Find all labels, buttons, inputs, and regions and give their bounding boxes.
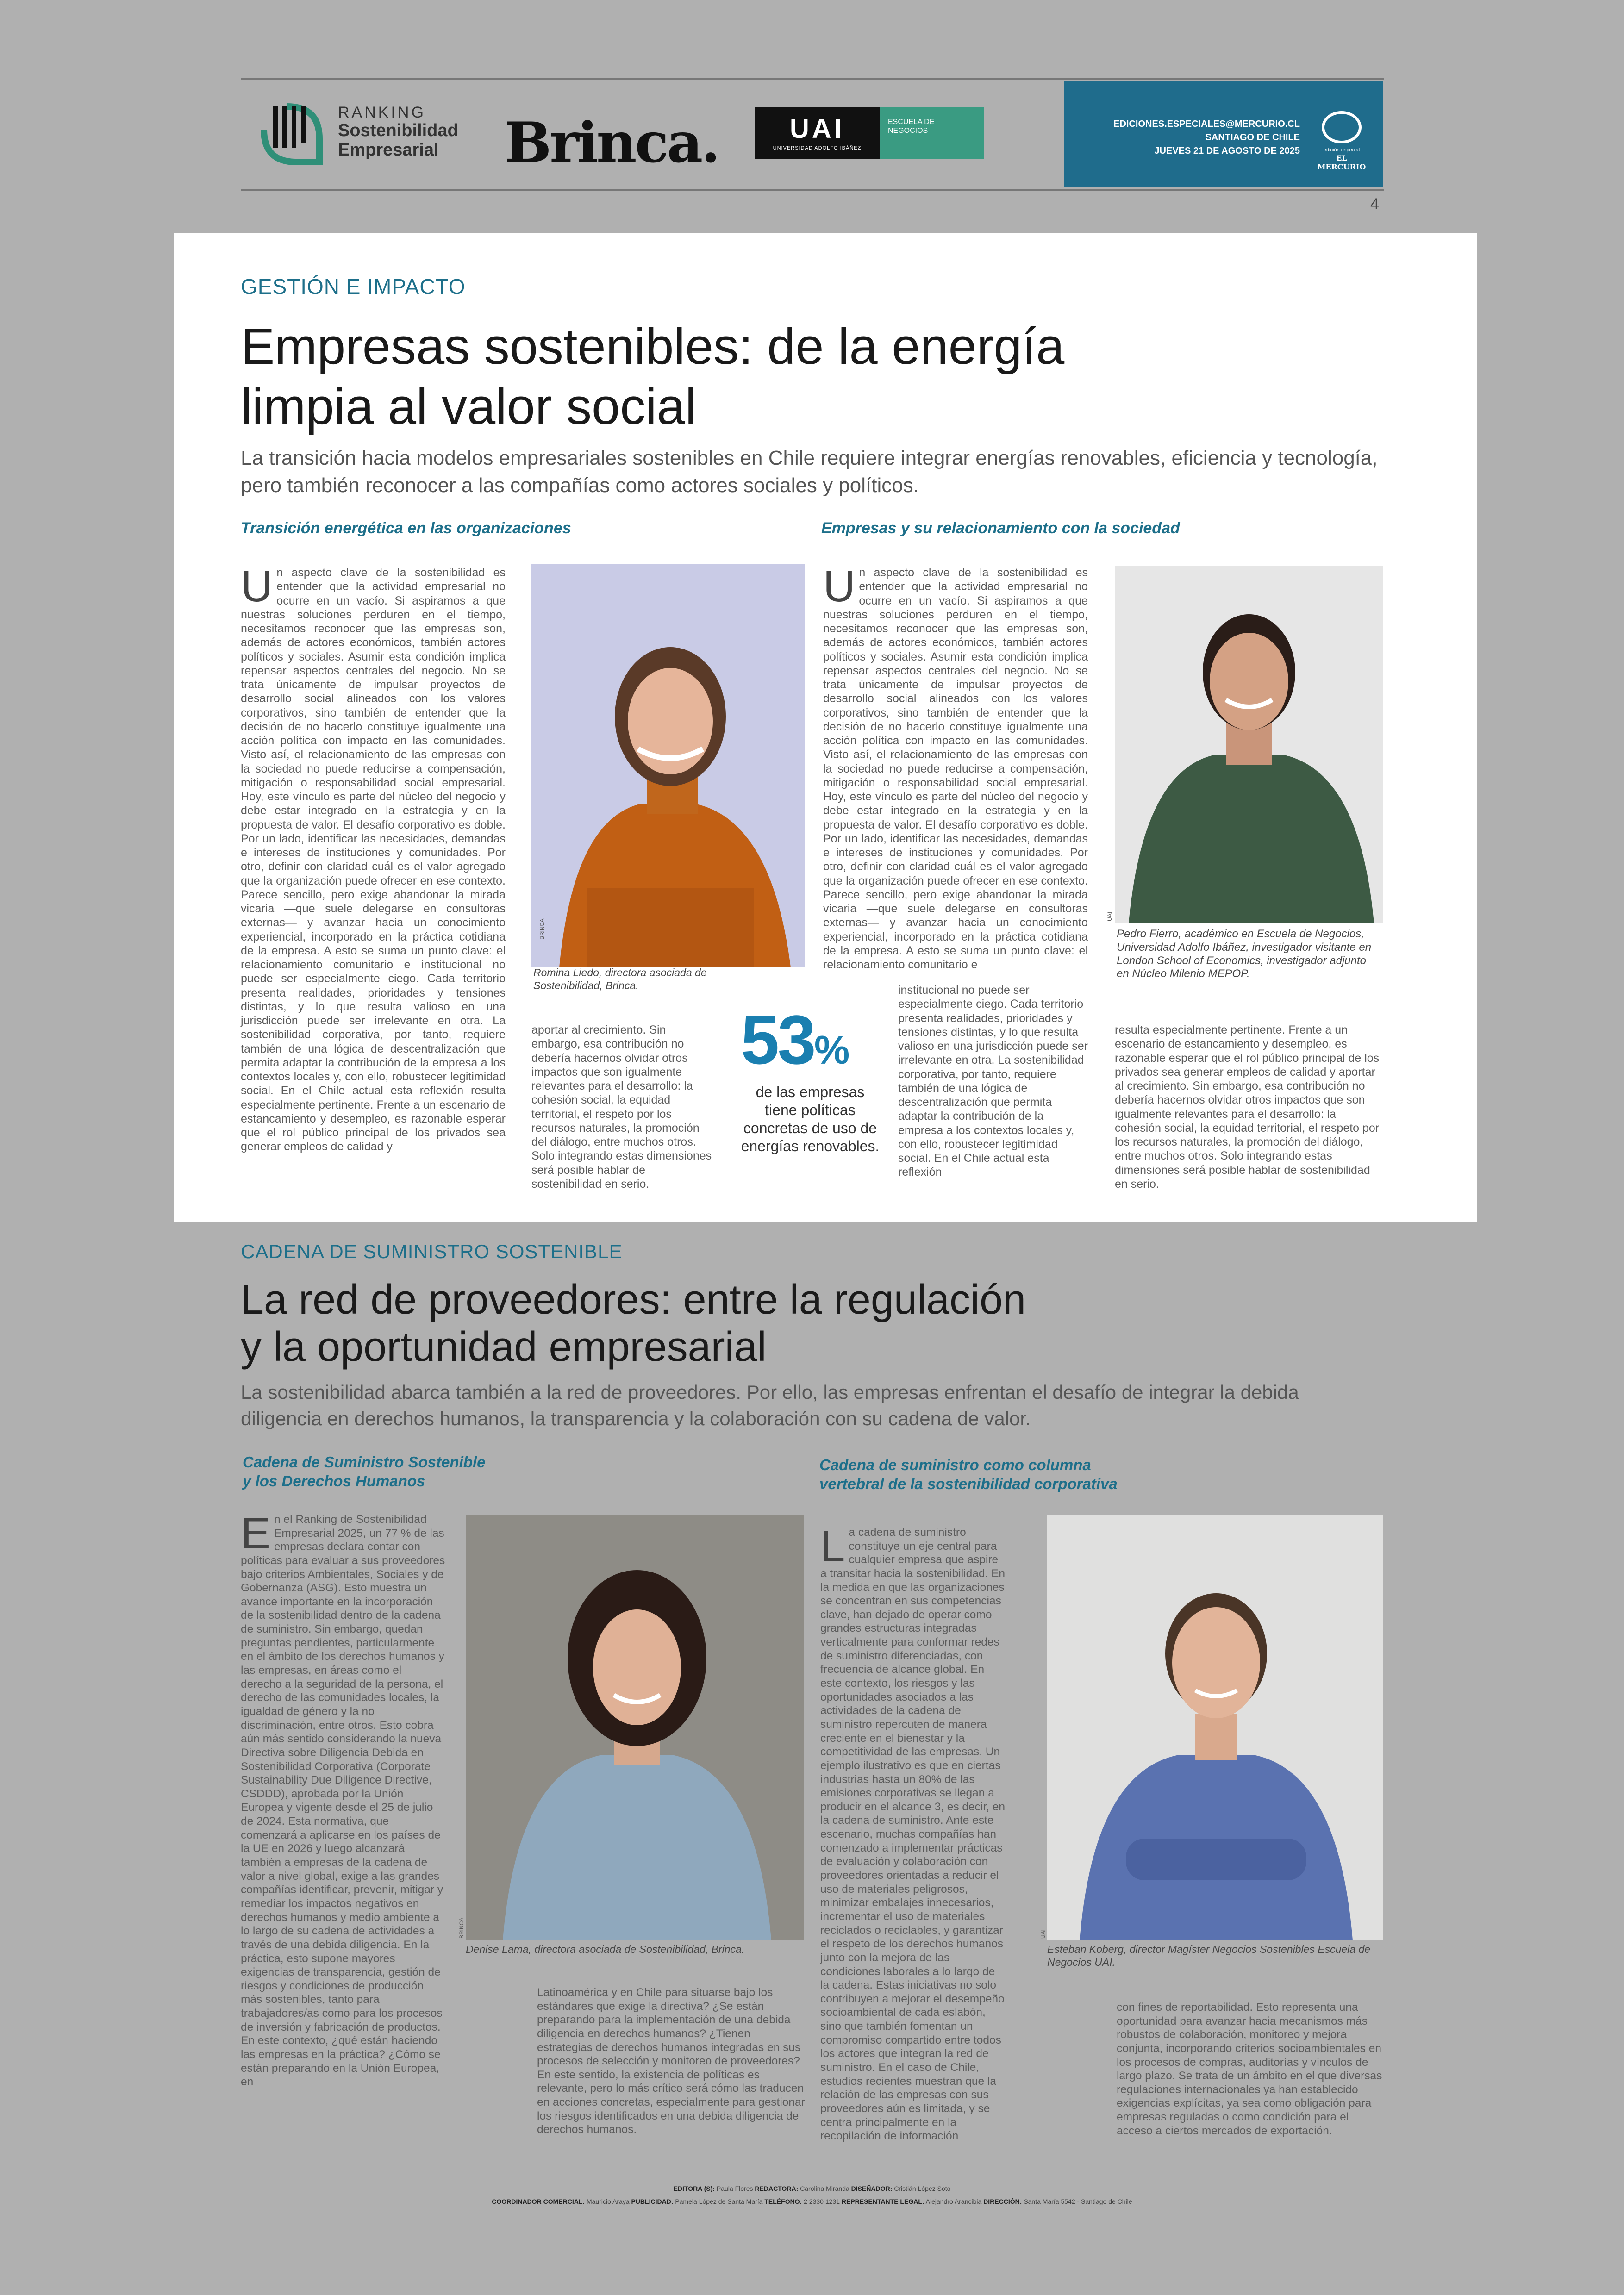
dropcap: U xyxy=(823,561,856,611)
publisher-logo xyxy=(1314,111,1369,171)
article1-title-l2: limpia al valor social xyxy=(241,378,697,435)
footer-value: Mauricio Araya xyxy=(586,2198,630,2205)
footer-value: Carolina Miranda xyxy=(800,2185,849,2192)
article2-title xyxy=(241,1277,1352,1371)
caption-romina: Romina Liedo, directora asociada de Sostenibilidad, Brinca. xyxy=(533,967,707,992)
footer-label: TELÉFONO: xyxy=(764,2198,802,2205)
article1-left-col1 xyxy=(241,561,506,1154)
article2-right-subhead-l2: vertebral de la sostenibilidad corporativa xyxy=(819,1475,1118,1493)
publisher-logo-small: edición especial xyxy=(1323,147,1360,153)
article2-dek: La sostenibilidad abarca también a la red de proveedores. Por ello, las empresas enfrentan el desafío de integrar la debida diligencia en derechos humanos, la transparencia y la colaboración con su cadena de valor. xyxy=(241,1381,1299,1429)
header-top-rule xyxy=(241,78,1384,80)
stat-unit: % xyxy=(814,1028,848,1073)
article1-right-col1 xyxy=(823,561,1088,972)
article2-right-col1-text: a cadena de suministro constituye un eje central para cualquier empresa que aspire a transitar hacia la sostenibilidad. En la medida en que las organizaciones se concentran en sus competencias clave, han dejado de operar como grandes estructuras integradas verticalmente para conformar redes de suministro diferenciadas, con frecuencia de alcance global. En este contexto, los riesgos y las oportunidades asociados a las actividades de la cadena de suministro repercuten de manera creciente en el bienestar y la competitividad de las empresas. Un ejemplo ilustrativo es que en ciertas industrias hasta un 80% de las emisiones corporativas se llegan a producir en el alcance 3, es decir, en la cadena de suministro. Ante este escenario, muchas compañías han comenzado a implementar prácticas de evaluación y colaboración con proveedores orientadas a reducir el uso de materiales peligrosos, minimizar embalajes innecesarios, incrementar el uso de materiales reciclados o reciclables, y garantizar el respeto de los derechos humanos junto con la mejora de las condiciones laborales a lo largo de la cadena. Estas iniciativas no solo contribuyen a mejorar el desempeño socioambiental de cada eslabón, sino que también fomentan un compromiso compartido entre todos los actores que integran la red de suministro. En el caso de Chile, estudios recientes muestran que la relación de las empresas con sus proveedores aún es limitada, y se centra principalmente en la recopilación de información xyxy=(820,1526,1006,2143)
article1-dek: La transición hacia modelos empresariales sostenibles en Chile requiere integrar energías renovables, eficiencia y tecnología, pero también reconocer a las compañías como actores sociales y políticos. xyxy=(241,447,1378,497)
footer-label: REDACTORA: xyxy=(755,2185,799,2192)
footer-label: PUBLICIDAD: xyxy=(631,2198,674,2205)
footer-label: DISEÑADOR: xyxy=(851,2185,893,2192)
publisher-city: SANTIAGO DE CHILE xyxy=(1205,132,1300,143)
photo-credit-brinca: BRINCA xyxy=(539,918,545,940)
article1-left-col2 xyxy=(531,1023,712,1191)
uai-school: ESCUELA DE NEGOCIOS xyxy=(880,107,984,159)
article1-right-subhead: Empresas y su relacionamiento con la sociedad xyxy=(821,519,1180,537)
article2-title-l2: y la oportunidad empresarial xyxy=(241,1323,767,1370)
page-number: 4 xyxy=(1370,195,1379,213)
publisher-email: EDICIONES.ESPECIALES@MERCURIO.CL xyxy=(1113,119,1300,129)
footer-credits-line1 xyxy=(0,2185,1624,2192)
article1-right-col1b xyxy=(898,983,1088,1179)
uai-logo-sub: UNIVERSIDAD ADOLFO IBÁÑEZ xyxy=(773,145,862,151)
footer-value: Cristián López Soto xyxy=(894,2185,951,2192)
uai-logo-text: UAI xyxy=(790,114,844,144)
caption-denise: Denise Lama, directora asociada de Sostenibilidad, Brinca. xyxy=(466,1943,745,1955)
photo-esteban-koberg xyxy=(1047,1515,1383,1940)
ranking-leaf-icon xyxy=(259,97,324,167)
footer-label: COORDINADOR COMERCIAL: xyxy=(492,2198,585,2205)
article2-left-col1-text: n el Ranking de Sostenibilidad Empresarial 2025, un 77 % de las empresas declara contar con políticas para evaluar a sus proveedores bajo criterios Ambientales, Sociales y de Gobernanza (ASG). Esto muestra un avance importante en la incorporación de la sostenibilidad dentro de la cadena de suministro. Sin embargo, quedan preguntas pendientes, particularmente en el ámbito de los derechos humanos y las empresas, en áreas como el derecho a la seguridad de la persona, el derecho de las comunidades locales, la igualdad de género y la no discriminación, entre otros. Esto cobra aún más sentido considerando la nueva Directiva sobre Diligencia Debida en Sostenibilidad Corporativa (Corporate Sustainability Due Diligence Directive, CSDDD), aprobada por la Unión Europea y vigente desde el 25 de julio de 2024. Esta normativa, que comenzará a aplicarse en los países de la UE en 2026 y luego alcanzará también a empresas de la cadena de valor a nivel global, exige a las grandes compañías identificar, prevenir, mitigar y remediar los impactos negativos en derechos humanos y medio ambiente a lo largo de su cadena de actividades a través de una debida diligencia. En la práctica, esto supone mayores exigencias de transparencia, gestión de riesgos y condiciones de producción más sostenibles, tanto para trabajadores/as como para los procesos de inversión y fabricación de productos. En este contexto, ¿qué están haciendo las empresas en la práctica? ¿Cómo se están preparando en la Unión Europea, en xyxy=(241,1513,445,2089)
ranking-logo-l2: Sostenibilidad xyxy=(338,120,458,140)
stat-text: de las empresas tiene políticas concretas de uso de energías renovables. xyxy=(741,1084,880,1155)
article1-left-subhead: Transición energética en las organizaciones xyxy=(241,519,571,537)
stat-figure xyxy=(741,1000,848,1080)
photo-credit-uai-2: UAI xyxy=(1040,1929,1046,1939)
photo-romina-liedo xyxy=(531,564,805,967)
article1-left-col2-text: aportar al crecimiento. Sin embargo, esa contribución no debería hacernos olvidar otros impactos que son igualmente relevantes para el desarrollo: la cohesión social, la equidad territorial, el respeto por los recursos naturales, la promoción del diálogo, entre muchos otros. Solo integrando estas dimensiones será posible hablar de sostenibilidad en serio. xyxy=(531,1023,712,1191)
article2-left-subhead-l1: Cadena de Suministro Sostenible xyxy=(243,1453,486,1471)
photo-credit-brinca-2: BRINCA xyxy=(458,1917,465,1939)
footer-label: EDITORA (S): xyxy=(673,2185,715,2192)
article2-right-col2-text: con fines de reportabilidad. Esto representa una oportunidad para avanzar hacia mecanismos más robustos de colaboración, monitoreo y mejora conjunta, incorporando criterios socioambientales en los procesos de compras, auditorías y vínculos de largo plazo. Se trata de un ámbito en el que diversas regulaciones internacionales ya han establecido exigencias explícitas, ya sea como obligación para empresas reguladas o como condición para el acceso a ciertos mercados de exportación. xyxy=(1117,2001,1382,2137)
footer-label: DIRECCIÓN: xyxy=(983,2198,1022,2205)
footer-value: Alejandro Arancibia xyxy=(925,2198,982,2205)
stat-number: 53 xyxy=(741,1001,814,1079)
caption-pedro: Pedro Fierro, académico en Escuela de Negocios, Universidad Adolfo Ibáñez, investigador visitante en London School of Economics, investigador adjunto en Núcleo Milenio MEPOP. xyxy=(1117,928,1372,980)
article1-right-col1-text: n aspecto clave de la sostenibilidad es entender que la actividad empresarial no ocurre en un vacío. Si aspiramos a que nuestras soluciones perduren en el tiempo, necesitamos reconocer que las empresas son, además de actores económicos, también actores políticos y sociales. Asumir esta condición implica repensar aspectos centrales del negocio. No se trata únicamente de impulsar proyectos de desarrollo social alineados con los valores corporativos, sino también de entender que la decisión de no hacerlo constituye igualmente una acción política con impacto en las comunidades. Visto así, el relacionamiento de las empresas con la sociedad no puede reducirse a compensación, mitigación o responsabilidad social empresarial. Hoy, este vínculo es parte del núcleo del negocio y debe estar integrado en la estrategia y en la propuesta de valor. El desafío corporativo es doble. Por un lado, identificar las necesidades, demandas e intereses de instituciones y comunidades. Por otro, definir con claridad cuál es el valor agregado que la organización puede ofrecer en ese contexto. Parece sencillo, pero exige abandonar la mirada vicaria —que suele delegarse en consultoras externas— y avanzar hacia un conocimiento experiencial, incorporado en la práctica cotidiana de la empresa. A esto se suma un punto clave: el relacionamiento comunitario e xyxy=(823,566,1088,971)
publisher-emblem-icon xyxy=(1322,111,1362,143)
article2-left-subhead-l2: y los Derechos Humanos xyxy=(243,1472,425,1490)
article2-right-subhead-l1: Cadena de suministro como columna xyxy=(819,1456,1091,1473)
publisher-block xyxy=(1064,81,1383,187)
caption-esteban: Esteban Koberg, director Magíster Negocios Sostenibles Escuela de Negocios UAI. xyxy=(1047,1943,1371,1968)
publisher-logo-name: EL MERCURIO xyxy=(1317,154,1366,171)
article2-right-col1 xyxy=(820,1522,1006,2143)
photo-credit-uai: UAI xyxy=(1106,911,1113,921)
dropcap: E xyxy=(241,1509,271,1558)
footer-credits-line2 xyxy=(0,2198,1624,2205)
dropcap: U xyxy=(241,561,273,611)
article1-right-col2 xyxy=(1115,1023,1383,1191)
article2-section: CADENA DE SUMINISTRO SOSTENIBLE xyxy=(241,1241,623,1262)
article1-section: GESTIÓN E IMPACTO xyxy=(241,274,466,299)
ranking-logo xyxy=(259,97,458,167)
ranking-logo-l1: RANKING xyxy=(338,103,426,121)
article2-right-subhead xyxy=(819,1455,1236,1494)
uai-logo xyxy=(755,107,984,159)
photo-denise-lama xyxy=(466,1515,804,1940)
footer-label: REPRESENTANTE LEGAL: xyxy=(841,2198,924,2205)
photo-pedro-fierro xyxy=(1115,566,1383,923)
ranking-logo-l3: Empresarial xyxy=(338,140,439,160)
article2-left-col2-text: Latinoamérica y en Chile para situarse bajo los estándares que exige la directiva? ¿Se están preparando para la implementación de una debida diligencia en derechos humanos? ¿Tienen estrategias de derechos humanos integradas en sus procesos de selección y monitoreo de proveedores? En este sentido, la existencia de políticas es relevante, pero lo más crítico será cómo las traducen en acciones concretas, especialmente para gestionar los riesgos identificados en una debida diligencia de derechos humanos. xyxy=(537,1986,805,2136)
article1-title-l1: Empresas sostenibles: de la energía xyxy=(241,318,1065,375)
article1-right-col1b-text: institucional no puede ser especialmente ciego. Cada territorio presenta realidades, prioridades y tensiones distintas, y lo que resulta valioso en una jurisdicción puede ser irrelevante en otra. La sostenibilidad corporativa, por tanto, requiere también de una lógica de descentralización que permita adaptar la contribución de la empresa a los contextos locales y, con ello, robustecer legitimidad social. En el Chile actual esta reflexión xyxy=(898,984,1088,1179)
footer-value: 2 2330 1231 xyxy=(804,2198,840,2205)
brinca-logo: Brinca. xyxy=(505,110,719,175)
footer-value: Santa María 5542 - Santiago de Chile xyxy=(1024,2198,1132,2205)
article2-title-l1: La red de proveedores: entre la regulación xyxy=(241,1277,1026,1323)
article2-right-col2 xyxy=(1117,2001,1383,2138)
header-bottom-rule xyxy=(241,189,1384,191)
footer-value: Paula Flores xyxy=(716,2185,753,2192)
article2-left-col2 xyxy=(537,1986,806,2137)
article1-right-col2-text: resulta especialmente pertinente. Frente a un escenario de estancamiento y desempleo, es razonable esperar que el rol público principal de los privados sea generar empleos de calidad y aportar al crecimiento. Sin embargo, esa contribución no debería hacernos olvidar otros impactos que son igualmente relevantes para el desarrollo: la cohesión social, la equidad territorial, el respeto por los recursos naturales, la promoción del diálogo, entre muchos otros. Solo integrando estas dimensiones será posible hablar de sostenibilidad en serio. xyxy=(1115,1023,1380,1191)
publisher-date: JUEVES 21 DE AGOSTO DE 2025 xyxy=(1154,146,1300,156)
dropcap: L xyxy=(820,1522,845,1571)
article1-left-col1-text: n aspecto clave de la sostenibilidad es entender que la actividad empresarial no ocurre en un vacío. Si aspiramos a que nuestras soluciones perduren en el tiempo, necesitamos reconocer que las empresas son, además de actores económicos, también actores políticos y sociales. Asumir esta condición implica repensar aspectos centrales del negocio. No se trata únicamente de impulsar proyectos de desarrollo social alineados con los valores corporativos, sino también de entender que la decisión de no hacerlo constituye igualmente una acción política con impacto en las comunidades. Visto así, el relacionamiento de las empresas con la sociedad no puede reducirse a compensación, mitigación o responsabilidad social empresarial. Hoy, este vínculo es parte del núcleo del negocio y debe estar integrado en la estrategia y en la propuesta de valor. El desafío corporativo es doble. Por un lado, identificar las necesidades, demandas e intereses de instituciones y comunidades. Por otro, definir con claridad cuál es el valor agregado que la organización puede ofrecer en ese contexto. Parece sencillo, pero exige abandonar la mirada vicaria —que suele delegarse en consultoras externas— y avanzar hacia un conocimiento experiencial, incorporado en la práctica cotidiana de la empresa. A esto se suma un punto clave: el relacionamiento comunitario e institucional no puede ser especialmente ciego. Cada territorio presenta realidades, prioridades y tensiones distintas, y lo que resulta valioso en una jurisdicción puede ser irrelevante en otra. La sostenibilidad corporativa, por tanto, requiere también de una lógica de descentralización que permita adaptar la contribución de la empresa a los contextos locales y, con ello, robustecer legitimidad social. En el Chile actual esta reflexión resulta especialmente pertinente. Frente a un escenario de estancamiento y desempleo, es razonable esperar que el rol público principal de los privados sea generar empleos de calidad y xyxy=(241,566,506,1154)
footer-value: Pamela López de Santa María xyxy=(675,2198,763,2205)
article2-left-subhead xyxy=(243,1453,613,1491)
article1-title xyxy=(241,317,1352,437)
article2-left-col1 xyxy=(241,1509,445,2089)
